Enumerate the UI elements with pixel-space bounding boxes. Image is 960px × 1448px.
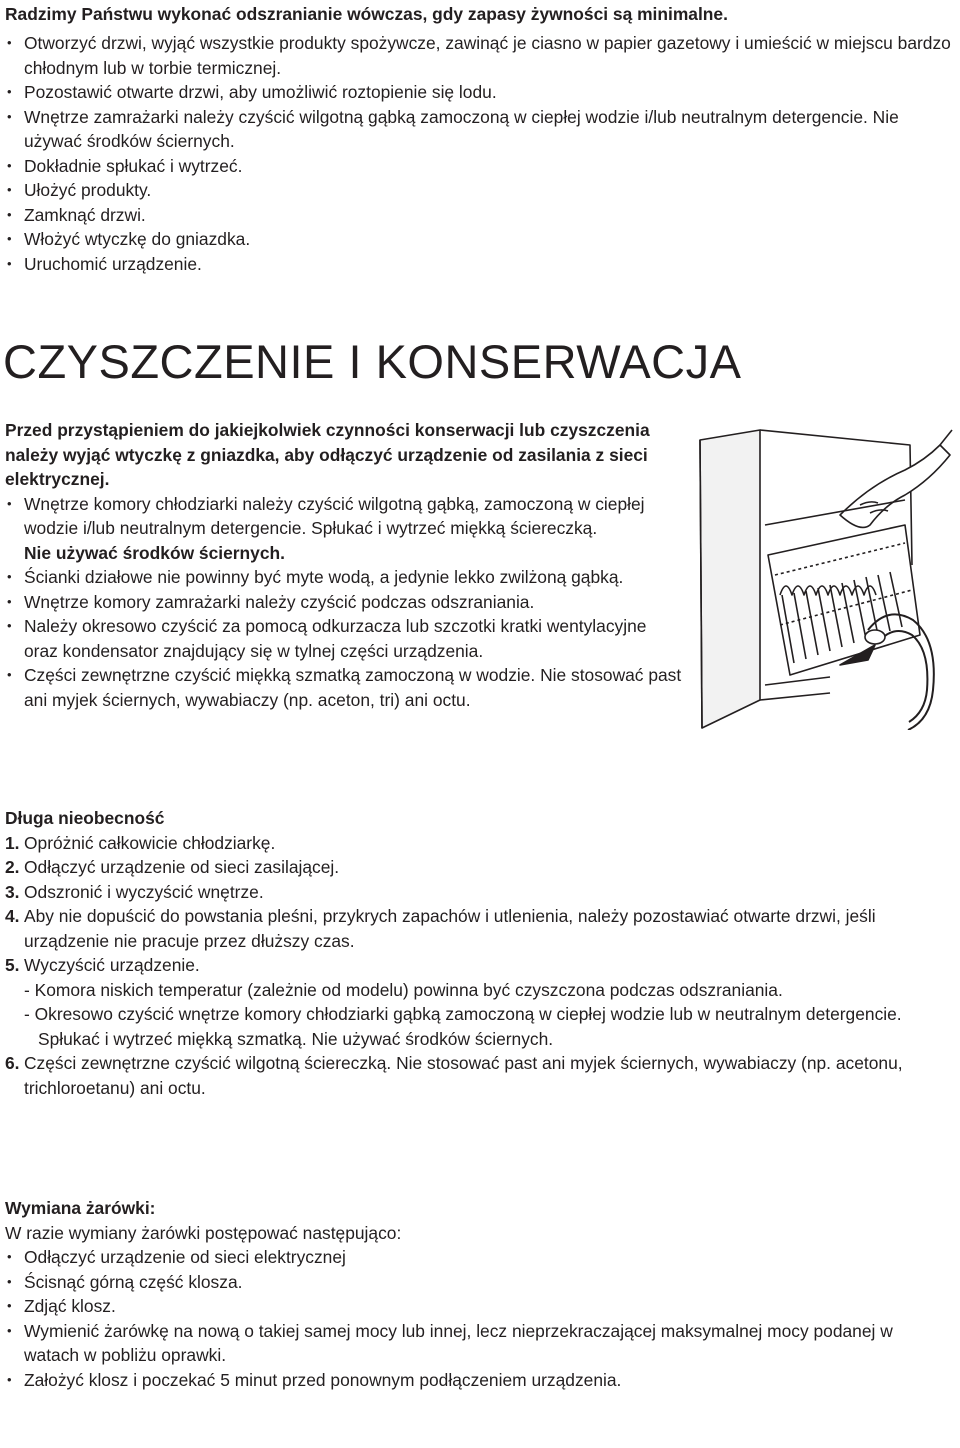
step-item: [5, 855, 945, 880]
long-absence-heading: Długa nieobecność: [5, 808, 165, 828]
defrost-steps-list: [5, 31, 955, 276]
list-item: • Uruchomić urządzenie.: [5, 252, 955, 277]
step-number: 1.: [5, 832, 20, 853]
step-item: [5, 904, 945, 953]
list-item: • Ścisnąć górną część klosza.: [5, 1270, 945, 1295]
step-item: [5, 831, 945, 856]
step-number: 4.: [5, 906, 20, 926]
step-number: 2.: [5, 857, 20, 877]
long-absence-section: [5, 806, 945, 1100]
step-text: Odszronić i wyczyścić wnętrze.: [24, 881, 264, 902]
step-text: Opróżnić całkowicie chłodziarkę.: [24, 832, 276, 853]
sub-step: - Komora niskich temperatur (zależnie od modelu) powinna być czyszczona podczas odszraniania.: [24, 979, 783, 1000]
safety-warning: Przed przystąpieniem do jakiejkolwiek czynności konserwacji lub czyszczenia należy wyjąć wtyczkę z gniazdka, aby odłączyć urządzenie od zasilania z sieci elektrycznej.: [5, 420, 650, 489]
list-item: • Wymienić żarówkę na nową o takiej samej mocy lub innej, lecz nieprzekraczającej maksymalnej mocy podanej w watach w pobliżu oprawki.: [5, 1319, 945, 1368]
list-item: • Dokładnie spłukać i wytrzeć.: [5, 154, 955, 179]
long-absence-steps: [5, 831, 945, 1101]
list-item: • Zdjąć klosz.: [5, 1294, 945, 1319]
list-item: • Należy okresowo czyścić za pomocą odkurzacza lub szczotki kratki wentylacyjne oraz kondensator znajdujący się w tylnej części urządzenia.: [5, 614, 685, 663]
sub-step: - Okresowo czyścić wnętrze komory chłodziarki gąbką zamoczoną w ciepłej wodzie lub w neutralnym detergencie. Spłukać i wytrzeć miękką szmatką. Nie używać środków ściernych.: [24, 1004, 902, 1049]
step-number: 6.: [5, 1053, 20, 1073]
step-text: Odłączyć urządzenie od sieci zasilającej.: [24, 857, 340, 877]
step-item: [5, 1051, 945, 1100]
cleaning-section: [5, 418, 685, 712]
step-item: [5, 953, 945, 1051]
list-item-text: Wnętrze komory chłodziarki należy czyścić wilgotną gąbką, zamoczoną w ciepłej wodzie i/lub neutralnym detergencie. Spłukać i wytrzeć miękką ściereczką.: [24, 493, 645, 538]
list-item: • Pozostawić otwarte drzwi, aby umożliwić roztopienie się lodu.: [5, 80, 955, 105]
bulb-replacement-section: [5, 1196, 945, 1392]
bulb-intro: W razie wymiany żarówki postępować następująco:: [5, 1222, 402, 1243]
step-text: Wyczyścić urządzenie.: [24, 955, 200, 975]
step-item: [5, 880, 945, 905]
step-text: Części zewnętrzne czyścić wilgotną ściereczką. Nie stosować past ani myjek ściernych, wywabiaczy (np. acetonu, trichloroetanu) ani octu.: [24, 1053, 903, 1098]
list-item: [5, 492, 685, 566]
list-item: • Otworzyć drzwi, wyjąć wszystkie produkty spożywcze, zawinąć je ciasno w papier gazetowy i umieścić w miejscu bardzo chłodnym lub w torbie termicznej.: [5, 31, 955, 80]
list-item: • Ścianki działowe nie powinny być myte wodą, a jedynie lekko zwilżoną gąbką.: [5, 565, 685, 590]
list-item: • Włożyć wtyczkę do gniazdka.: [5, 227, 955, 252]
list-item: • Odłączyć urządzenie od sieci elektrycznej: [5, 1245, 945, 1270]
bulb-heading: Wymiana żarówki:: [5, 1198, 156, 1218]
list-item: • Założyć klosz i poczekać 5 minut przed ponownym podłączeniem urządzenia.: [5, 1368, 945, 1393]
list-item: • Części zewnętrzne czyścić miękką szmatką zamoczoną w wodzie. Nie stosować past ani myjek ściernych, wywabiaczy (np. aceton, tri) ani octu.: [5, 663, 685, 712]
list-item: • Zamknąć drzwi.: [5, 203, 955, 228]
vacuum-condenser-illustration: [690, 425, 955, 730]
list-item: • Ułożyć produkty.: [5, 178, 955, 203]
step-number: 5.: [5, 955, 20, 975]
abrasive-warning: Nie używać środków ściernych.: [24, 542, 285, 563]
defrost-advice-heading: Radzimy Państwu wykonać odszranianie wówczas, gdy zapasy żywności są minimalne.: [5, 4, 728, 24]
cleaning-list: [5, 492, 685, 713]
section-title: CZYSZCZENIE I KONSERWACJA: [3, 335, 742, 388]
list-item: • Wnętrze zamrażarki należy czyścić wilgotną gąbką zamoczoną w ciepłej wodzie i/lub neutralnym detergencie. Nie używać środków ściernych.: [5, 105, 955, 154]
step-number: 3.: [5, 881, 20, 902]
list-item: • Wnętrze komory zamrażarki należy czyścić podczas odszraniania.: [5, 590, 685, 615]
bulb-steps-list: [5, 1245, 945, 1392]
step-text: Aby nie dopuścić do powstania pleśni, przykrych zapachów i utlenienia, należy pozostawiać otwarte drzwi, jeśli urządzenie nie pracuje przez dłuższy czas.: [24, 906, 876, 951]
